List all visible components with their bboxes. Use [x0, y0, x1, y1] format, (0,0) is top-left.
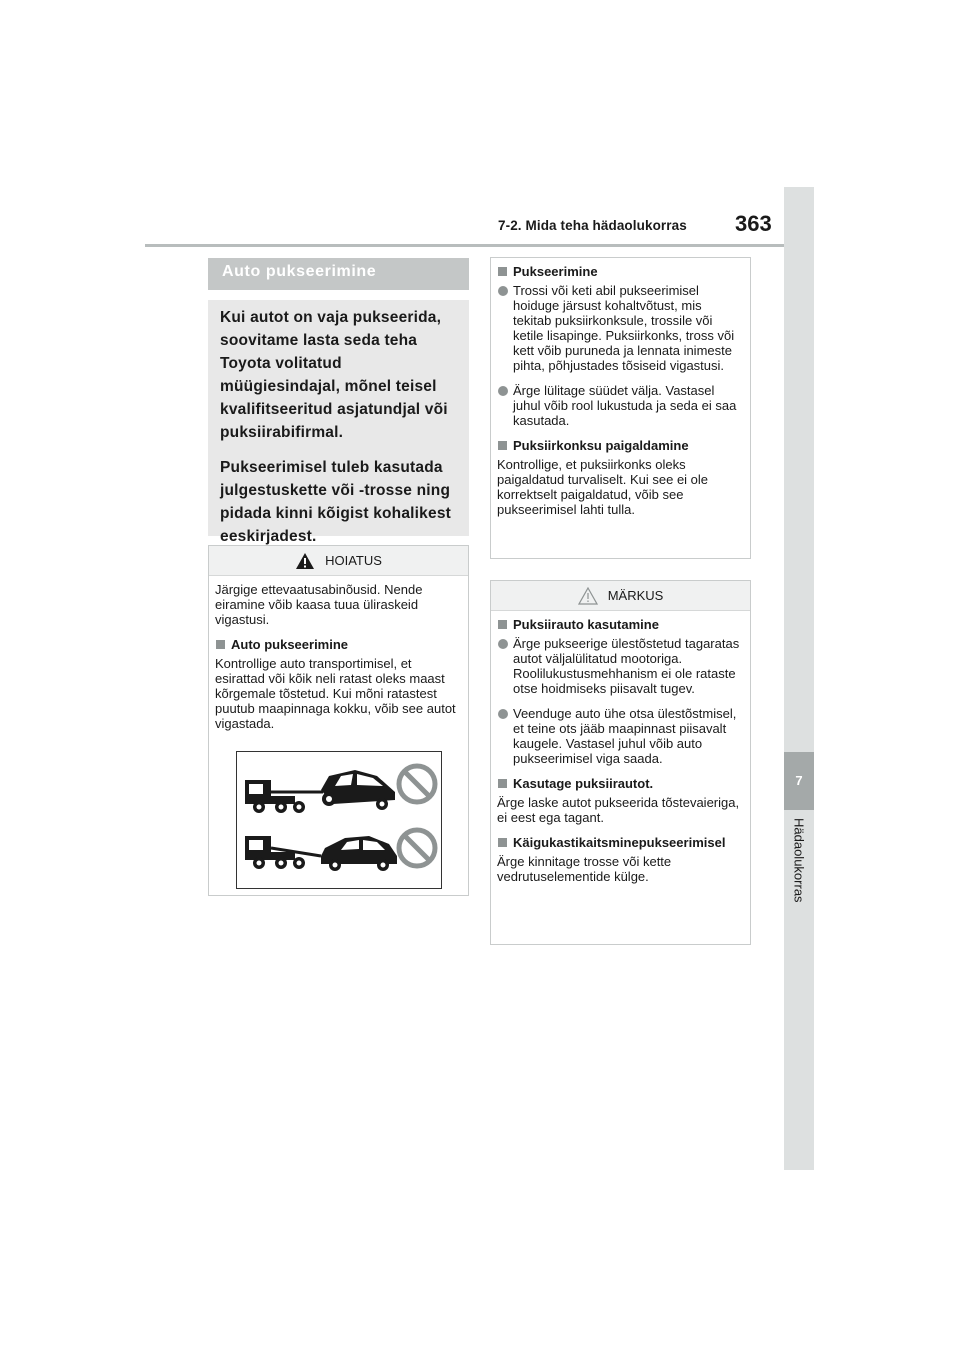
use-tow-truck-text: Ärge laske autot pukseerida tõstevaieriga, ei eest ega tagant.: [497, 795, 740, 825]
intro-paragraph-2: Pukseerimisel tuleb kasutada julgestuskette või -trosse ning pidada kinni kõigist kohalikest eeskirjadest.: [220, 459, 452, 545]
intro-paragraph-1: Kui autot on vaja pukseerida, soovitame lasta seda teha Toyota volitatud müügiesindajal, mõnel teisel kvalifitseeritud asjatundjal või puksiirabifirmal.: [220, 309, 448, 441]
towing-bullet-2: Ärge lülitage süüdet välja. Vastasel juhul võib rool lukustuda ja seda ei saa kasutada.: [497, 383, 742, 428]
header-rule: [145, 244, 785, 247]
section-heading: Auto pukseerimine: [208, 258, 469, 290]
prohibited-sign-icon: [399, 830, 435, 866]
warning-triangle-icon: [295, 552, 315, 570]
tow-truck-heading: Puksiirauto kasutamine: [497, 617, 742, 632]
page-number: 363: [735, 211, 772, 236]
use-tow-truck-heading: Kasutage puksiirautot.: [497, 776, 742, 791]
towed-car-bottom: [321, 836, 397, 871]
prohibited-sign-icon: [399, 766, 435, 802]
warning-subheading: Auto pukseerimine: [215, 637, 460, 652]
towing-illustration: [236, 751, 442, 889]
tow-truck-bullet-2: Veenduge auto ühe otsa ülestõstmisel, et teine ots jääb maapinnast piisavalt kaugele. Vastasel juhul võib auto pukseerimisel viga saada.: [497, 706, 742, 766]
towing-bullet-1: Trossi või keti abil pukseerimisel hoiduge järsust kohaltvõtust, mis tekitab puksiirkonksule, trossile või ketile lisapinge. Puksiirkonks, tross või kett võib puruneda ja lennata inimeste pihta, põhjustades tõsiseid vigastusi.: [497, 283, 742, 373]
gearbox-text: Ärge kinnitage trosse või kette vedrutuselementide külge.: [497, 854, 672, 884]
header-section-title: 7-2. Mida teha hädaolukorras: [498, 218, 687, 233]
warning-intro: Järgige ettevaatusabinõusid. Nende eiramine võib kaasa tuua üliraskeid vigastusi.: [215, 582, 423, 627]
notice-triangle-icon: [578, 587, 598, 605]
chapter-label: Hädaolukorras: [791, 818, 807, 903]
tow-truck-bottom: [245, 836, 321, 869]
hook-text: Kontrollige, et puksiirkonks oleks paigaldatud turvaliselt. Kui see ei ole korrektselt paigaldatud, võib see pukseerimisel lahti tulla.: [497, 457, 709, 517]
notice-header: [491, 581, 750, 611]
chapter-tab: 7: [784, 752, 814, 810]
tow-truck-bullet-1: Ärge pukseerige ülestõstetud tagaratas autot väljalülitatud mootoriga. Roolilukustusmehhanism ei ole rataste otse hoidmiseks piisavalt tugev.: [497, 636, 742, 696]
warning-label: HOIATUS: [325, 553, 382, 568]
towed-car-top: [321, 770, 395, 810]
warning-subtext: Kontrollige auto transportimisel, et esirattad või kõik neli ratast oleks maast kõrgemale tõstetud. Kui mõni ratastest puutub maapinnaga kokku, võib see autot vigastada.: [215, 656, 456, 731]
tow-truck-top: [245, 780, 323, 813]
gearbox-heading: Käigukastikaitsminepukseerimisel: [497, 835, 742, 850]
intro-box: [208, 300, 469, 545]
warning-header: [209, 546, 468, 576]
notice-box: [490, 580, 751, 945]
towing-info-box: [490, 257, 751, 559]
side-strip: [784, 187, 814, 1170]
hook-heading: Puksiirkonksu paigaldamine: [497, 438, 742, 453]
towing-heading: Pukseerimine: [497, 264, 742, 279]
notice-label: MÄRKUS: [607, 588, 664, 603]
